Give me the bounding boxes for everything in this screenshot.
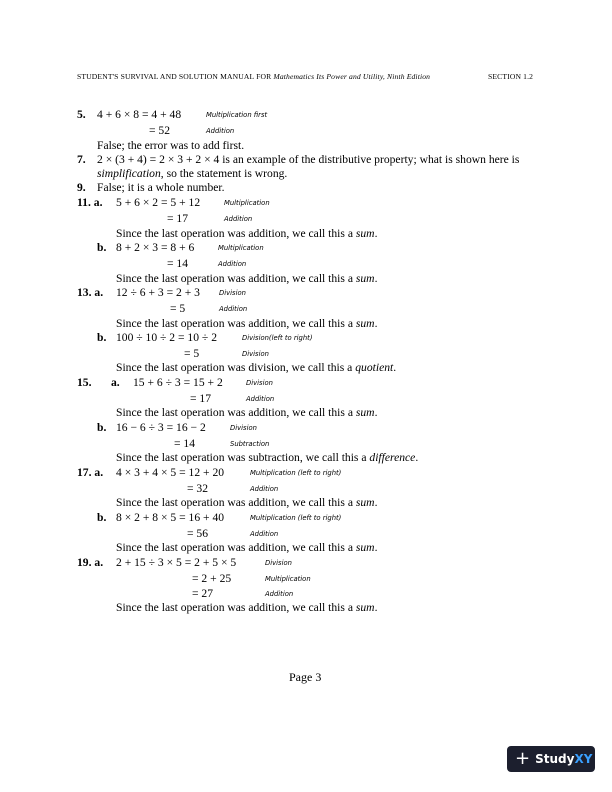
conclusion-text: Since the last operation was addition, we call this a sum. [116,227,378,240]
badge-label: StudyXY [535,752,593,766]
page-number: Page 3 [289,670,322,684]
conclusion-text: Since the last operation was addition, we call this a sum. [116,317,378,330]
answer-text: False; it is a whole number. [97,181,225,194]
equation: = 14 [167,257,189,270]
part-label: b. [97,241,107,254]
running-header [77,72,430,81]
equation: = 27 [192,587,214,600]
equation: 4 + 6 × 8 = 4 + 48 [97,108,182,121]
answer-text: simplification, so the statement is wrong. [97,167,288,180]
part-label: b. [97,421,107,434]
step-note: Multiplication [265,575,311,583]
equation: = 52 [149,124,171,137]
header-prefix: STUDENT'S SURVIVAL AND SOLUTION MANUAL FOR [77,72,274,81]
conclusion-text: Since the last operation was addition, we call this a sum. [116,406,378,419]
emphasis: simplification [97,167,161,180]
problem-number: 13. a. [77,286,104,299]
equation: 5 + 6 × 2 = 5 + 12 [116,196,201,209]
equation: 100 ÷ 10 ÷ 2 = 10 ÷ 2 [116,331,217,344]
step-note: Addition [250,485,279,493]
problem-number: 7. [77,153,86,166]
problem-number: 15. [77,376,92,389]
equation: 16 − 6 ÷ 3 = 16 − 2 [116,421,206,434]
conclusion-text: Since the last operation was addition, we call this a sum. [116,496,378,509]
step-note: Division [246,379,273,387]
step-note: Addition [224,215,253,223]
step-note: Addition [246,395,275,403]
studyxy-badge[interactable] [507,746,595,772]
step-note: Division [242,350,269,358]
equation: = 56 [187,527,209,540]
answer-text: 2 × (3 + 4) = 2 × 3 + 2 × 4 is an example of the distributive property; what is shown here is [97,153,520,166]
conclusion-text: Since the last operation was division, we call this a quotient. [116,361,397,374]
problem-number: 17. a. [77,466,104,479]
step-note: Addition [265,590,294,598]
equation: 15 + 6 ÷ 3 = 15 + 2 [133,376,223,389]
conclusion-text: Since the last operation was addition, we call this a sum. [116,601,378,614]
conclusion-text: Since the last operation was subtraction, we call this a difference. [116,451,419,464]
step-note: Subtraction [230,440,270,448]
equation: = 14 [174,437,196,450]
part-label: b. [97,511,107,524]
step-note: Addition [250,530,279,538]
equation: 8 + 2 × 3 = 8 + 6 [116,241,195,254]
step-note: Addition [206,127,235,135]
equation: = 32 [187,482,209,495]
step-note: Division [219,289,246,297]
conclusion-text: Since the last operation was addition, we call this a sum. [116,541,378,554]
step-note: Addition [219,305,248,313]
step-note: Multiplication [218,244,264,252]
header-section: SECTION 1.2 [488,72,534,81]
step-note: Addition [218,260,247,268]
part-label: b. [97,331,107,344]
problem-number: 11. a. [77,196,103,209]
part-label: a. [111,376,120,389]
equation: = 17 [190,392,212,405]
problem-number: 19. a. [77,556,104,569]
equation: 8 × 2 + 8 × 5 = 16 + 40 [116,511,225,524]
step-note: Multiplication (left to right) [250,514,342,522]
step-note: Multiplication (left to right) [250,469,342,477]
equation: 2 + 15 ÷ 3 × 5 = 2 + 5 × 5 [116,556,237,569]
header-book-title: Mathematics Its Power and Utility, Ninth Edition [273,72,431,81]
step-note: Division [265,559,292,567]
equation: = 5 [184,347,200,360]
step-note: Multiplication first [206,111,268,119]
plus-icon: + [515,748,531,769]
conclusion-text: Since the last operation was addition, we call this a sum. [116,272,378,285]
problem-number: 5. [77,108,86,121]
answer-text: False; the error was to add first. [97,139,245,152]
step-note: Division(left to right) [242,334,313,342]
equation: 12 ÷ 6 + 3 = 2 + 3 [116,286,200,299]
step-note: Multiplication [224,199,270,207]
equation: 4 × 3 + 4 × 5 = 12 + 20 [116,466,225,479]
equation: = 2 + 25 [192,572,232,585]
step-note: Division [230,424,257,432]
problem-number: 9. [77,181,86,194]
equation: = 17 [167,212,189,225]
equation: = 5 [170,302,186,315]
